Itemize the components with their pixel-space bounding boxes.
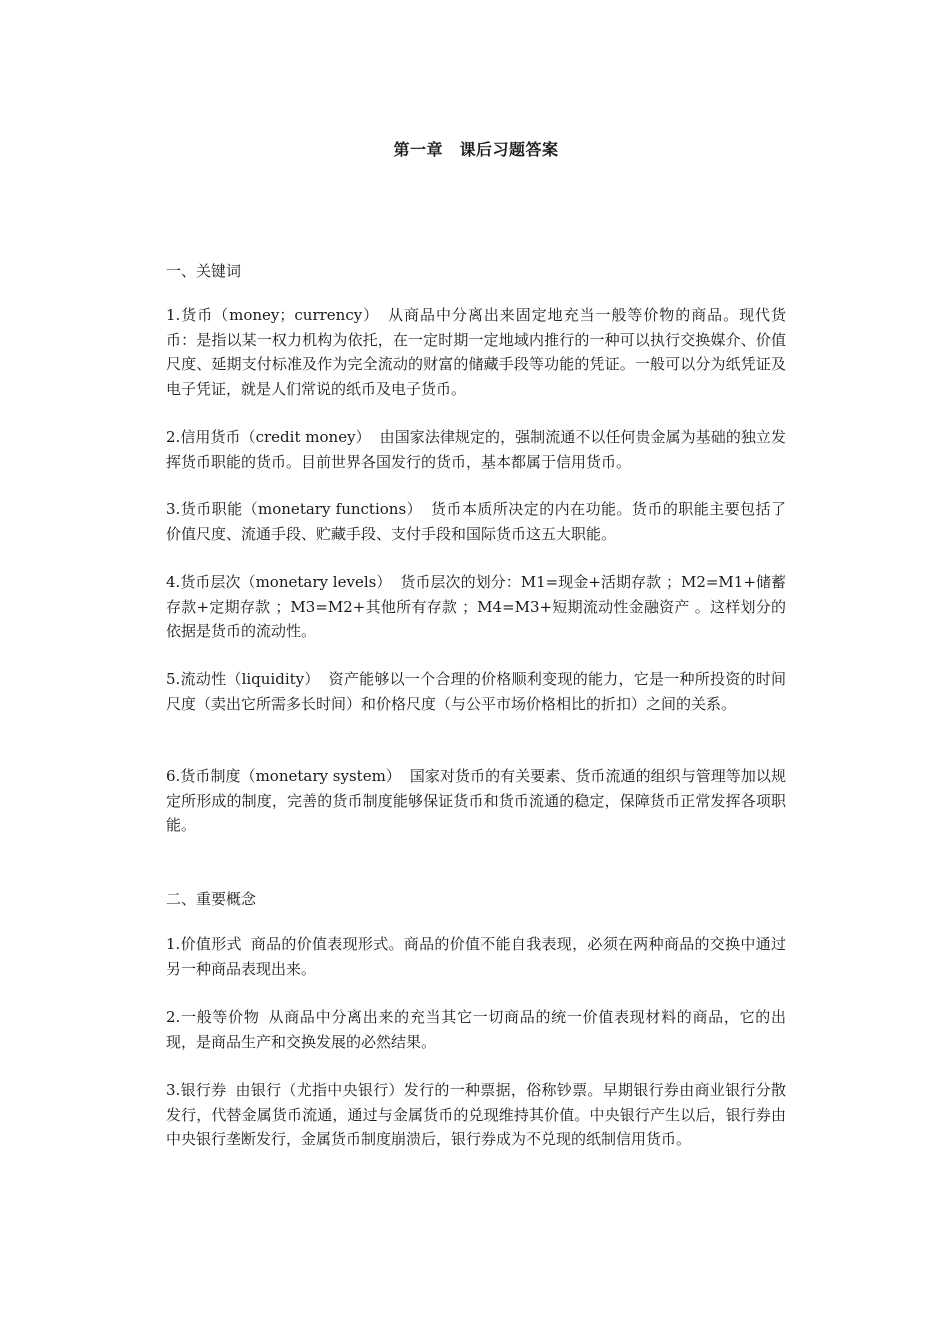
- concept-term: 1.价值形式: [166, 935, 242, 953]
- keyword-item: [166, 497, 786, 546]
- keyword-definition: 由国家法律规定的，强制流通不以任何贵金属为基础的独立发挥货币职能的货币。目前世界各国发行的货币，基本都属于信用货币。: [166, 428, 786, 471]
- section-heading-concepts: 二、重要概念: [166, 890, 257, 908]
- keyword-term: 4.货币层次（monetary levels）: [166, 573, 392, 591]
- keyword-definition: 货币本质所决定的内在功能。货币的职能主要包括了价值尺度、流通手段、贮藏手段、支付手段和国际货币这五大职能。: [166, 500, 786, 543]
- concept-definition: 商品的价值表现形式。商品的价值不能自我表现，必须在两种商品的交换中通过另一种商品表现出来。: [166, 935, 786, 978]
- keyword-term: 6.货币制度（monetary system）: [166, 767, 401, 785]
- concept-item: [166, 1005, 786, 1054]
- keyword-item: [166, 425, 786, 474]
- keyword-term: 3.货币职能（monetary functions）: [166, 500, 423, 518]
- concept-term: 2.一般等价物: [166, 1008, 260, 1026]
- keyword-definition: 国家对货币的有关要素、货币流通的组织与管理等加以规定所形成的制度，完善的货币制度能够保证货币和货币流通的稳定，保障货币正常发挥各项职能。: [166, 767, 786, 834]
- keyword-item: [166, 764, 786, 838]
- concept-item: [166, 1078, 786, 1152]
- keyword-item: [166, 570, 786, 644]
- keyword-term: 5.流动性（liquidity）: [166, 670, 320, 688]
- concept-definition: 从商品中分离出来的充当其它一切商品的统一价值表现材料的商品，它的出现，是商品生产和交换发展的必然结果。: [166, 1008, 786, 1051]
- concept-item: [166, 932, 786, 981]
- keyword-item: [166, 303, 786, 401]
- keyword-definition: 从商品中分离出来固定地充当一般等价物的商品。现代货币：是指以某一权力机构为依托，在一定时期一定地域内推行的一种可以执行交换媒介、价值尺度、延期支付标准及作为完全流动的财富的储藏手段等功能的凭证。一般可以分为纸凭证及电子凭证，就是人们常说的纸币及电子货币。: [166, 306, 786, 398]
- keyword-definition: 货币层次的划分：M1=现金+活期存款 ；M2=M1+储蓄存款+定期存款 ；M3=M2+其他所有存款 ；M4=M3+短期流动性金融资产 。这样划分的依据是货币的流动性。: [166, 573, 786, 640]
- concept-definition: 由银行（尤指中央银行）发行的一种票据，俗称钞票。早期银行券由商业银行分散发行，代替金属货币流通，通过与金属货币的兑现维持其价值。中央银行产生以后，银行券由中央银行垄断发行，金属货币制度崩溃后，银行券成为不兑现的纸制信用货币。: [166, 1081, 786, 1148]
- keyword-item: [166, 667, 786, 716]
- concept-term: 3.银行券: [166, 1081, 227, 1099]
- section-heading-keywords: 一、关键词: [166, 262, 242, 280]
- keyword-definition: 资产能够以一个合理的价格顺利变现的能力，它是一种所投资的时间尺度（卖出它所需多长时间）和价格尺度（与公平市场价格相比的折扣）之间的关系。: [166, 670, 786, 713]
- keyword-term: 1.货币（money；currency）: [166, 306, 380, 324]
- keyword-term: 2.信用货币（credit money）: [166, 428, 371, 446]
- document-title: 第一章 课后习题答案: [393, 140, 559, 159]
